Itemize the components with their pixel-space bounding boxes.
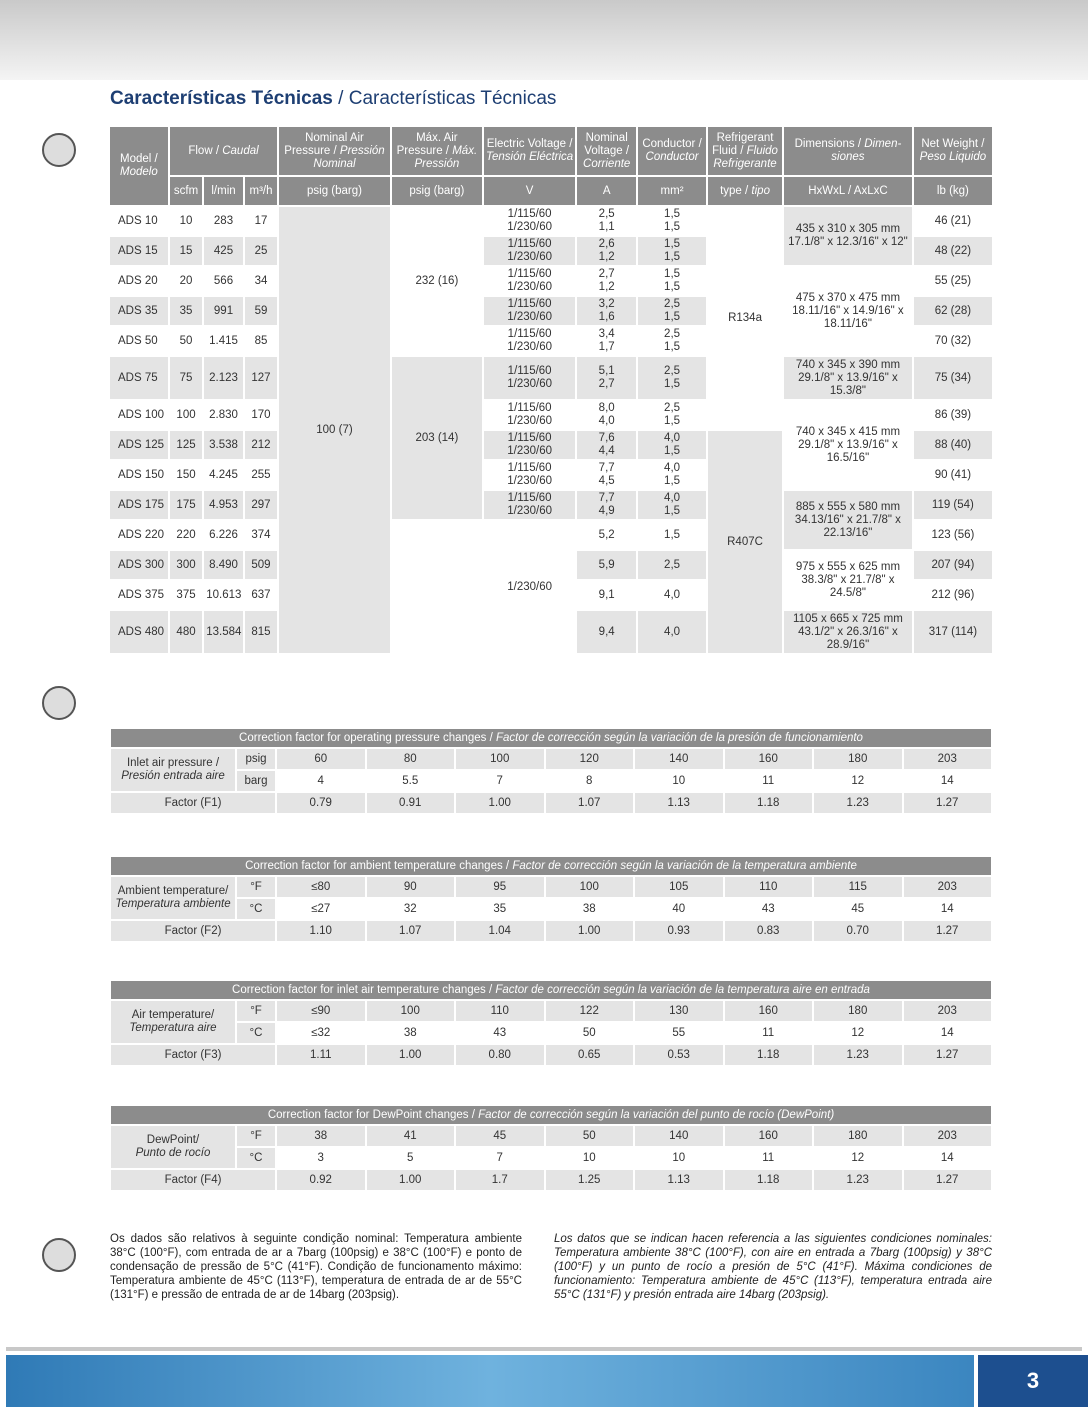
- value-cell: 43: [456, 1023, 544, 1043]
- value-cell: 12: [814, 771, 902, 791]
- max-pressure-cell: 232 (16): [392, 207, 482, 355]
- unit-label: °F: [237, 1001, 275, 1021]
- m3h-cell: 212: [245, 431, 277, 459]
- correction-row-label: DewPoint/ Punto de rocío: [111, 1126, 235, 1168]
- header-dimensions: Dimensions / Dimen-siones: [784, 127, 912, 175]
- model-cell: ADS 220: [110, 521, 168, 549]
- value-cell: 160: [725, 1001, 813, 1021]
- factor-cell: 0.93: [635, 921, 723, 941]
- m3h-cell: 17: [245, 207, 277, 235]
- punch-hole-icon: [42, 686, 76, 720]
- lmin-cell: 566: [204, 267, 243, 295]
- value-cell: 38: [546, 899, 634, 919]
- scfm-cell: 75: [170, 357, 202, 399]
- conductor-cell: 4,0 1,5: [638, 491, 706, 519]
- value-cell: 100: [456, 749, 544, 769]
- value-cell: ≤90: [277, 1001, 365, 1021]
- scfm-cell: 300: [170, 551, 202, 579]
- value-cell: 7: [456, 771, 544, 791]
- correction-table-3: [109, 979, 993, 1067]
- value-cell: 122: [546, 1001, 634, 1021]
- current-cell: 7,7 4,5: [577, 461, 636, 489]
- lmin-cell: 3.538: [204, 431, 243, 459]
- value-cell: 120: [546, 749, 634, 769]
- lmin-cell: 2.123: [204, 357, 243, 399]
- refrigerant-cell: R407C: [708, 431, 782, 653]
- m3h-cell: 637: [245, 581, 277, 609]
- factor-cell: 1.04: [456, 921, 544, 941]
- factor-cell: 1.00: [367, 1045, 455, 1065]
- m3h-cell: 59: [245, 297, 277, 325]
- factor-cell: 1.7: [456, 1170, 544, 1190]
- conductor-cell: 1,5 1,5: [638, 267, 706, 295]
- current-cell: 2,5 1,1: [577, 207, 636, 235]
- current-cell: 3,2 1,6: [577, 297, 636, 325]
- header-max-air: Máx. Air Pressure / Máx. Pressión: [392, 127, 482, 175]
- table-row: [110, 357, 992, 399]
- voltage-cell: 1/115/60 1/230/60: [484, 461, 575, 489]
- model-cell: ADS 50: [110, 327, 168, 355]
- current-cell: 9,1: [577, 581, 636, 609]
- factor-cell: 0.92: [277, 1170, 365, 1190]
- current-cell: 3,4 1,7: [577, 327, 636, 355]
- factor-label: Factor (F4): [111, 1170, 275, 1190]
- value-cell: 45: [456, 1126, 544, 1146]
- value-cell: 105: [635, 877, 723, 897]
- scfm-cell: 35: [170, 297, 202, 325]
- conductor-cell: 4,0 1,5: [638, 461, 706, 489]
- scfm-cell: 480: [170, 611, 202, 653]
- value-cell: 12: [814, 1148, 902, 1168]
- lmin-cell: 2.830: [204, 401, 243, 429]
- current-cell: 2,6 1,2: [577, 237, 636, 265]
- conductor-cell: 1,5 1,5: [638, 237, 706, 265]
- current-cell: 8,0 4,0: [577, 401, 636, 429]
- value-cell: 203: [904, 1001, 992, 1021]
- nominal-pressure-cell: 100 (7): [279, 207, 390, 653]
- weight-cell: 90 (41): [914, 461, 992, 489]
- value-cell: 45: [814, 899, 902, 919]
- value-cell: 203: [904, 1126, 992, 1146]
- scfm-cell: 15: [170, 237, 202, 265]
- value-cell: 203: [904, 877, 992, 897]
- factor-cell: 1.07: [546, 793, 634, 813]
- lmin-cell: 1.415: [204, 327, 243, 355]
- m3h-cell: 34: [245, 267, 277, 295]
- weight-cell: 119 (54): [914, 491, 992, 519]
- factor-cell: 1.00: [546, 921, 634, 941]
- lmin-cell: 425: [204, 237, 243, 265]
- unit-refrigerant: type / tipo: [708, 177, 782, 205]
- m3h-cell: 170: [245, 401, 277, 429]
- table-row: [110, 401, 992, 429]
- scfm-cell: 20: [170, 267, 202, 295]
- current-cell: 7,6 4,4: [577, 431, 636, 459]
- conductor-cell: 4,0 1,5: [638, 431, 706, 459]
- table-row: [110, 267, 992, 295]
- model-cell: ADS 100: [110, 401, 168, 429]
- m3h-cell: 127: [245, 357, 277, 399]
- voltage-cell: 1/115/60 1/230/60: [484, 237, 575, 265]
- conductor-cell: 4,0: [638, 581, 706, 609]
- conductor-cell: 2,5 1,5: [638, 401, 706, 429]
- scfm-cell: 375: [170, 581, 202, 609]
- value-cell: 60: [277, 749, 365, 769]
- weight-cell: 75 (34): [914, 357, 992, 399]
- value-cell: 10: [635, 771, 723, 791]
- voltage-cell: 1/230/60: [484, 521, 575, 653]
- correction-table-2: [109, 855, 993, 943]
- factor-cell: 1.27: [904, 1045, 992, 1065]
- model-cell: ADS 480: [110, 611, 168, 653]
- unit-label: °F: [237, 877, 275, 897]
- lmin-cell: 8.490: [204, 551, 243, 579]
- m3h-cell: 815: [245, 611, 277, 653]
- value-cell: 110: [456, 1001, 544, 1021]
- footnote-spanish: Los datos que se indican hacen referencia a las siguientes condiciones nominales: Temperatura ambiente 38°C (100°F), con aire en entrada a 7barg (100psig) y 38°C (100°F) y un punto de rocío a presión de 5°C (41°F). Máxima condiciones de funcionamiento: Temperatura ambiente de 45°C (113°F), temperatura entrada aire 55°C (131°F) y presión entrada aire 14barg (203psig).: [554, 1233, 992, 1301]
- weight-cell: 70 (32): [914, 327, 992, 355]
- conductor-cell: 2,5 1,5: [638, 297, 706, 325]
- model-cell: ADS 75: [110, 357, 168, 399]
- page-number: 3: [978, 1355, 1088, 1407]
- scfm-cell: 10: [170, 207, 202, 235]
- value-cell: 11: [725, 771, 813, 791]
- conductor-cell: 2,5 1,5: [638, 327, 706, 355]
- weight-cell: 48 (22): [914, 237, 992, 265]
- value-cell: ≤80: [277, 877, 365, 897]
- header-conductor: Conductor / Conductor: [638, 127, 706, 175]
- value-cell: 12: [814, 1023, 902, 1043]
- model-cell: ADS 20: [110, 267, 168, 295]
- factor-cell: 1.10: [277, 921, 365, 941]
- correction-row-label: Inlet air pressure / Presión entrada aire: [111, 749, 235, 791]
- value-cell: 180: [814, 749, 902, 769]
- unit-label: barg: [237, 771, 275, 791]
- dimensions-cell: 1105 x 665 x 725 mm 43.1/2" x 26.3/16" x 28.9/16": [784, 611, 912, 653]
- lmin-cell: 4.953: [204, 491, 243, 519]
- unit-voltage: V: [484, 177, 575, 205]
- value-cell: 14: [904, 899, 992, 919]
- value-cell: 5: [367, 1148, 455, 1168]
- unit-nominal-air: psig (barg): [279, 177, 390, 205]
- model-cell: ADS 15: [110, 237, 168, 265]
- lmin-cell: 991: [204, 297, 243, 325]
- factor-cell: 1.27: [904, 1170, 992, 1190]
- scfm-cell: 125: [170, 431, 202, 459]
- voltage-cell: 1/115/60 1/230/60: [484, 491, 575, 519]
- value-cell: 10: [546, 1148, 634, 1168]
- header-nominal-air: Nominal Air Pressure / Pressión Nominal: [279, 127, 390, 175]
- model-cell: ADS 35: [110, 297, 168, 325]
- unit-label: psig: [237, 749, 275, 769]
- unit-m3h: m³/h: [245, 177, 277, 205]
- factor-cell: 1.18: [725, 793, 813, 813]
- lmin-cell: 4.245: [204, 461, 243, 489]
- lmin-cell: 283: [204, 207, 243, 235]
- weight-cell: 317 (114): [914, 611, 992, 653]
- voltage-cell: 1/115/60 1/230/60: [484, 297, 575, 325]
- value-cell: 38: [277, 1126, 365, 1146]
- factor-cell: 0.53: [635, 1045, 723, 1065]
- current-cell: 9,4: [577, 611, 636, 653]
- weight-cell: 46 (21): [914, 207, 992, 235]
- value-cell: 160: [725, 1126, 813, 1146]
- weight-cell: 62 (28): [914, 297, 992, 325]
- current-cell: 7,7 4,9: [577, 491, 636, 519]
- value-cell: ≤27: [277, 899, 365, 919]
- dimensions-cell: 885 x 555 x 580 mm 34.13/16" x 21.7/8" x 22.13/16": [784, 491, 912, 549]
- model-cell: ADS 375: [110, 581, 168, 609]
- value-cell: 55: [635, 1023, 723, 1043]
- value-cell: 110: [725, 877, 813, 897]
- model-cell: ADS 10: [110, 207, 168, 235]
- current-cell: 2,7 1,2: [577, 267, 636, 295]
- value-cell: 7: [456, 1148, 544, 1168]
- dimensions-cell: 975 x 555 x 625 mm 38.3/8" x 21.7/8" x 24.5/8": [784, 551, 912, 609]
- factor-cell: 0.80: [456, 1045, 544, 1065]
- factor-cell: 1.11: [277, 1045, 365, 1065]
- unit-label: °C: [237, 1023, 275, 1043]
- factor-label: Factor (F2): [111, 921, 275, 941]
- page-title: Características Técnicas / Características Técnicas: [110, 88, 557, 109]
- conductor-cell: 2,5: [638, 551, 706, 579]
- scfm-cell: 150: [170, 461, 202, 489]
- max-pressure-cell-empty: [392, 521, 482, 653]
- correction-caption: Correction factor for inlet air temperature changes / Factor de corrección según la variación de la temperatura aire en entrada: [111, 981, 991, 999]
- factor-cell: 1.27: [904, 793, 992, 813]
- lmin-cell: 6.226: [204, 521, 243, 549]
- scfm-cell: 175: [170, 491, 202, 519]
- current-cell: 5,2: [577, 521, 636, 549]
- unit-current: A: [577, 177, 636, 205]
- factor-cell: 0.79: [277, 793, 365, 813]
- value-cell: 180: [814, 1001, 902, 1021]
- scfm-cell: 50: [170, 327, 202, 355]
- value-cell: 8: [546, 771, 634, 791]
- conductor-cell: 2,5 1,5: [638, 357, 706, 399]
- value-cell: 40: [635, 899, 723, 919]
- lmin-cell: 10.613: [204, 581, 243, 609]
- unit-scfm: scfm: [170, 177, 202, 205]
- factor-cell: 1.23: [814, 1170, 902, 1190]
- factor-cell: 1.00: [456, 793, 544, 813]
- value-cell: 90: [367, 877, 455, 897]
- value-cell: 14: [904, 1023, 992, 1043]
- header-refrigerant: Refrigerant Fluid / Fluido Refrigerante: [708, 127, 782, 175]
- unit-label: °C: [237, 899, 275, 919]
- factor-label: Factor (F1): [111, 793, 275, 813]
- value-cell: ≤32: [277, 1023, 365, 1043]
- unit-label: °F: [237, 1126, 275, 1146]
- model-cell: ADS 125: [110, 431, 168, 459]
- factor-cell: 1.18: [725, 1045, 813, 1065]
- value-cell: 50: [546, 1126, 634, 1146]
- value-cell: 130: [635, 1001, 723, 1021]
- header-voltage: Electric Voltage / Tensión Eléctrica: [484, 127, 575, 175]
- dimensions-cell: 435 x 310 x 305 mm 17.1/8" x 12.3/16" x 12": [784, 207, 912, 265]
- m3h-cell: 25: [245, 237, 277, 265]
- conductor-cell: 4,0: [638, 611, 706, 653]
- value-cell: 11: [725, 1023, 813, 1043]
- value-cell: 140: [635, 749, 723, 769]
- model-cell: ADS 175: [110, 491, 168, 519]
- voltage-cell: 1/115/60 1/230/60: [484, 357, 575, 399]
- voltage-cell: 1/115/60 1/230/60: [484, 207, 575, 235]
- footer-divider: [6, 1347, 1082, 1351]
- value-cell: 4: [277, 771, 365, 791]
- weight-cell: 207 (94): [914, 551, 992, 579]
- punch-hole-icon: [42, 133, 76, 167]
- unit-conductor: mm²: [638, 177, 706, 205]
- voltage-cell: 1/115/60 1/230/60: [484, 267, 575, 295]
- value-cell: 3: [277, 1148, 365, 1168]
- correction-row-label: Air temperature/ Temperatura aire: [111, 1001, 235, 1043]
- m3h-cell: 255: [245, 461, 277, 489]
- value-cell: 180: [814, 1126, 902, 1146]
- unit-weight: lb (kg): [914, 177, 992, 205]
- current-cell: 5,1 2,7: [577, 357, 636, 399]
- unit-lmin: l/min: [204, 177, 243, 205]
- correction-caption: Correction factor for ambient temperature changes / Factor de corrección según la variación de la temperatura ambiente: [111, 857, 991, 875]
- dimensions-cell: 740 x 345 x 415 mm 29.1/8" x 13.9/16" x 16.5/16": [784, 401, 912, 489]
- value-cell: 80: [367, 749, 455, 769]
- weight-cell: 123 (56): [914, 521, 992, 549]
- header-flow: Flow / Caudal: [170, 127, 277, 175]
- table-row: [110, 491, 992, 519]
- m3h-cell: 85: [245, 327, 277, 355]
- value-cell: 10: [635, 1148, 723, 1168]
- correction-table-1: [109, 727, 993, 815]
- voltage-cell: 1/115/60 1/230/60: [484, 327, 575, 355]
- correction-caption: Correction factor for operating pressure changes / Factor de corrección según la variación de la presión de funcionamiento: [111, 729, 991, 747]
- value-cell: 203: [904, 749, 992, 769]
- factor-label: Factor (F3): [111, 1045, 275, 1065]
- table-row: [110, 207, 992, 235]
- spec-table: [108, 125, 994, 655]
- factor-cell: 1.00: [367, 1170, 455, 1190]
- factor-cell: 0.83: [725, 921, 813, 941]
- factor-cell: 1.13: [635, 1170, 723, 1190]
- scfm-cell: 220: [170, 521, 202, 549]
- factor-cell: 0.91: [367, 793, 455, 813]
- current-cell: 5,9: [577, 551, 636, 579]
- header-weight: Net Weight / Peso Liquido: [914, 127, 992, 175]
- header-nominal-voltage: Nominal Voltage / Corriente: [577, 127, 636, 175]
- value-cell: 100: [546, 877, 634, 897]
- top-gradient-band: [0, 0, 1088, 80]
- footnote-portuguese: Os dados são relativos à seguinte condição nominal: Temperatura ambiente 38°C (100°F), com entrada de ar a 7barg (100psig) e 38°C (100°F) e ponto de condensação de pressão de 5°C (41°F). Condição de funcionamento máximo: Temperatura ambiente de 45°C (113°F), temperatura de entrada de ar de 55°C (131°F) e pressão de entrada de ar de 14barg (203psig).: [110, 1233, 522, 1301]
- value-cell: 140: [635, 1126, 723, 1146]
- correction-row-label: Ambient temperature/ Temperatura ambiente: [111, 877, 235, 919]
- m3h-cell: 509: [245, 551, 277, 579]
- value-cell: 43: [725, 899, 813, 919]
- value-cell: 95: [456, 877, 544, 897]
- unit-label: °C: [237, 1148, 275, 1168]
- weight-cell: 88 (40): [914, 431, 992, 459]
- value-cell: 38: [367, 1023, 455, 1043]
- scfm-cell: 100: [170, 401, 202, 429]
- footer-bar: [6, 1355, 974, 1407]
- model-cell: ADS 150: [110, 461, 168, 489]
- factor-cell: 1.23: [814, 793, 902, 813]
- value-cell: 11: [725, 1148, 813, 1168]
- value-cell: 35: [456, 899, 544, 919]
- value-cell: 100: [367, 1001, 455, 1021]
- value-cell: 41: [367, 1126, 455, 1146]
- factor-cell: 0.65: [546, 1045, 634, 1065]
- value-cell: 160: [725, 749, 813, 769]
- factor-cell: 1.23: [814, 1045, 902, 1065]
- factor-cell: 1.27: [904, 921, 992, 941]
- factor-cell: 1.25: [546, 1170, 634, 1190]
- max-pressure-cell: 203 (14): [392, 357, 482, 519]
- voltage-cell: 1/115/60 1/230/60: [484, 401, 575, 429]
- m3h-cell: 374: [245, 521, 277, 549]
- value-cell: 115: [814, 877, 902, 897]
- conductor-cell: 1,5 1,5: [638, 207, 706, 235]
- factor-cell: 1.18: [725, 1170, 813, 1190]
- model-cell: ADS 300: [110, 551, 168, 579]
- voltage-cell: 1/115/60 1/230/60: [484, 431, 575, 459]
- value-cell: 32: [367, 899, 455, 919]
- weight-cell: 55 (25): [914, 267, 992, 295]
- value-cell: 14: [904, 771, 992, 791]
- correction-table-4: [109, 1104, 993, 1192]
- correction-caption: Correction factor for DewPoint changes / Factor de corrección según la variación del punto de rocío (DewPoint): [111, 1106, 991, 1124]
- value-cell: 5.5: [367, 771, 455, 791]
- value-cell: 50: [546, 1023, 634, 1043]
- dimensions-cell: 740 x 345 x 390 mm 29.1/8" x 13.9/16" x 15.3/8": [784, 357, 912, 399]
- weight-cell: 86 (39): [914, 401, 992, 429]
- header-model: Model / Modelo: [110, 127, 168, 205]
- lmin-cell: 13.584: [204, 611, 243, 653]
- m3h-cell: 297: [245, 491, 277, 519]
- value-cell: 14: [904, 1148, 992, 1168]
- factor-cell: 1.07: [367, 921, 455, 941]
- punch-hole-icon: [42, 1238, 76, 1272]
- unit-max-air: psig (barg): [392, 177, 482, 205]
- unit-dimensions: HxWxL / AxLxC: [784, 177, 912, 205]
- refrigerant-cell: R134a: [708, 207, 782, 429]
- weight-cell: 212 (96): [914, 581, 992, 609]
- factor-cell: 1.13: [635, 793, 723, 813]
- dimensions-cell: 475 x 370 x 475 mm 18.11/16" x 14.9/16" x 18.11/16": [784, 267, 912, 355]
- conductor-cell: 1,5: [638, 521, 706, 549]
- factor-cell: 0.70: [814, 921, 902, 941]
